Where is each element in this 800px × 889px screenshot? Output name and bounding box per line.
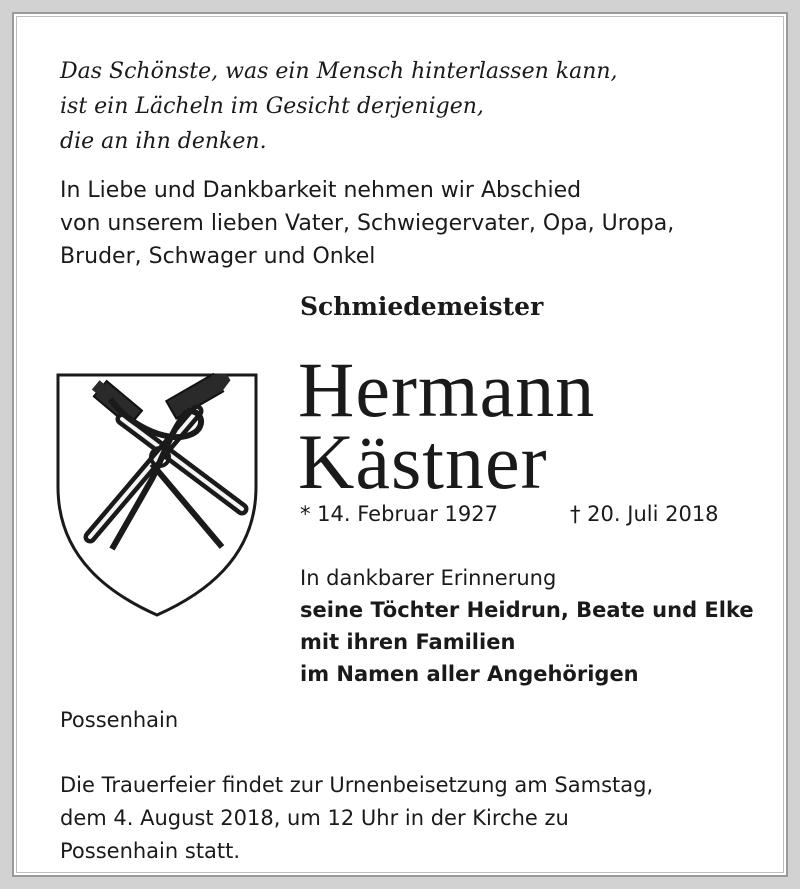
service-line: Possenhain statt. bbox=[60, 839, 241, 863]
profession-title: Schmiedemeister bbox=[300, 292, 544, 321]
blacksmith-crest-icon bbox=[52, 369, 262, 619]
intro-line: Bruder, Schwager und Onkel bbox=[60, 244, 376, 269]
memorial-quote bbox=[60, 54, 618, 159]
mourners-line: im Namen aller Angehörigen bbox=[300, 662, 639, 686]
closing-signature bbox=[300, 562, 754, 690]
death-date: † 20. Juli 2018 bbox=[570, 502, 719, 526]
funeral-service-notice bbox=[60, 769, 653, 868]
mourners-line: seine Töchter Heidrun, Beate und Elke bbox=[300, 598, 754, 622]
intro-line: von unserem lieben Vater, Schwiegervater, Opa, Uropa, bbox=[60, 211, 675, 236]
quote-line: ist ein Lächeln im Gesicht derjenigen, bbox=[60, 94, 484, 119]
service-line: dem 4. August 2018, um 12 Uhr in der Kirche zu bbox=[60, 806, 569, 830]
deceased-last-name: Kästner bbox=[298, 418, 548, 505]
intro-line: In Liebe und Dankbarkeit nehmen wir Abschied bbox=[60, 178, 582, 203]
birth-date: * 14. Februar 1927 bbox=[300, 502, 498, 526]
place-name: Possenhain bbox=[60, 708, 179, 732]
service-line: Die Trauerfeier findet zur Urnenbeisetzung am Samstag, bbox=[60, 773, 654, 797]
mourners-line: mit ihren Familien bbox=[300, 630, 516, 654]
quote-line: Das Schönste, was ein Mensch hinterlassen kann, bbox=[60, 59, 618, 84]
deceased-first-name: Hermann bbox=[298, 346, 596, 433]
intro-text bbox=[60, 174, 674, 273]
closing-line: In dankbarer Erinnerung bbox=[300, 566, 557, 590]
quote-line: die an ihn denken. bbox=[60, 129, 267, 154]
